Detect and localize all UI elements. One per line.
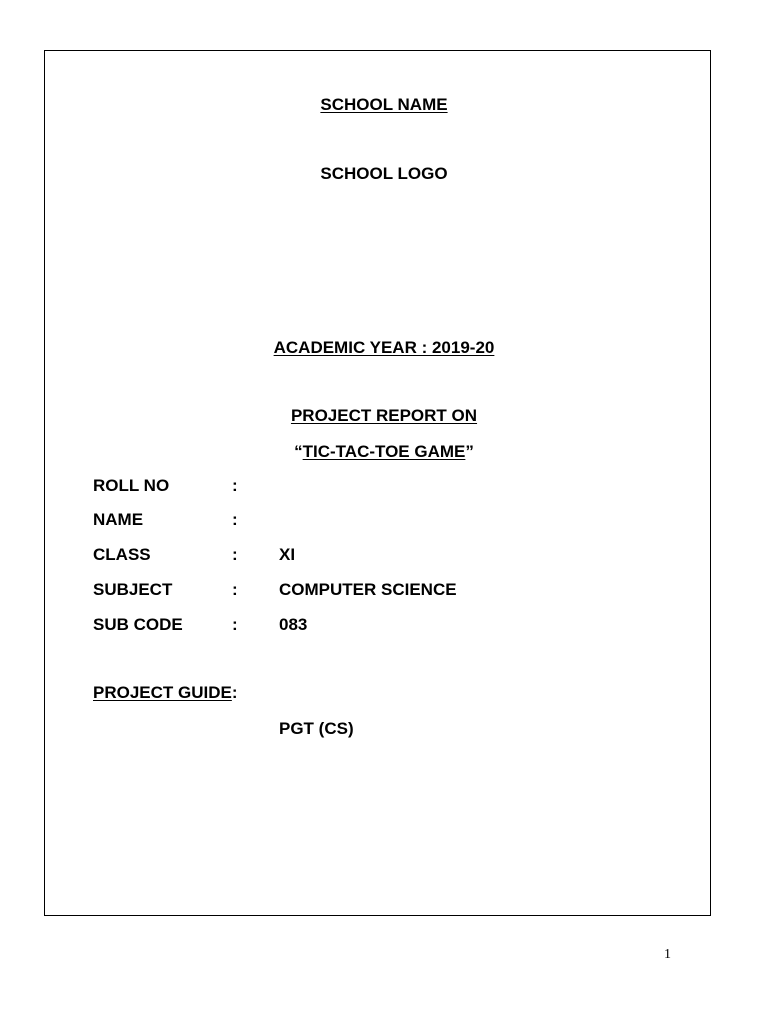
academic-year-line [44, 338, 724, 358]
detail-colon: : [232, 476, 238, 495]
project-guide-colon: : [231, 683, 238, 702]
school-name: SCHOOL NAME [320, 95, 448, 114]
report-heading: PROJECT REPORT ON [290, 406, 478, 425]
detail-label: SUB CODE [93, 615, 183, 634]
project-title: TIC-TAC-TOE GAME [302, 442, 466, 461]
detail-colon: : [232, 615, 238, 634]
detail-value: XI [279, 545, 296, 564]
detail-value: COMPUTER SCIENCE [279, 580, 457, 599]
project-guide-role: PGT (CS) [279, 719, 354, 738]
school-logo-placeholder: SCHOOL LOGO [320, 164, 448, 183]
academic-year: ACADEMIC YEAR : 2019-20 [273, 338, 495, 357]
project-guide-label: PROJECT GUIDE [93, 683, 232, 702]
report-heading-line [44, 406, 724, 426]
detail-colon: : [232, 545, 238, 564]
detail-colon: : [232, 580, 238, 599]
school-logo-line [44, 164, 724, 184]
open-quote: “ [294, 442, 303, 461]
detail-label: ROLL NO [93, 476, 170, 495]
detail-label: SUBJECT [93, 580, 173, 599]
detail-value: 083 [279, 615, 308, 634]
detail-label: NAME [93, 510, 144, 529]
detail-colon: : [232, 510, 238, 529]
project-title-line [44, 442, 724, 462]
detail-label: CLASS [93, 545, 151, 564]
project-guide-heading [93, 683, 238, 703]
page-number: 1 [664, 947, 671, 962]
close-quote: ” [465, 442, 474, 461]
school-name-line [44, 95, 724, 115]
